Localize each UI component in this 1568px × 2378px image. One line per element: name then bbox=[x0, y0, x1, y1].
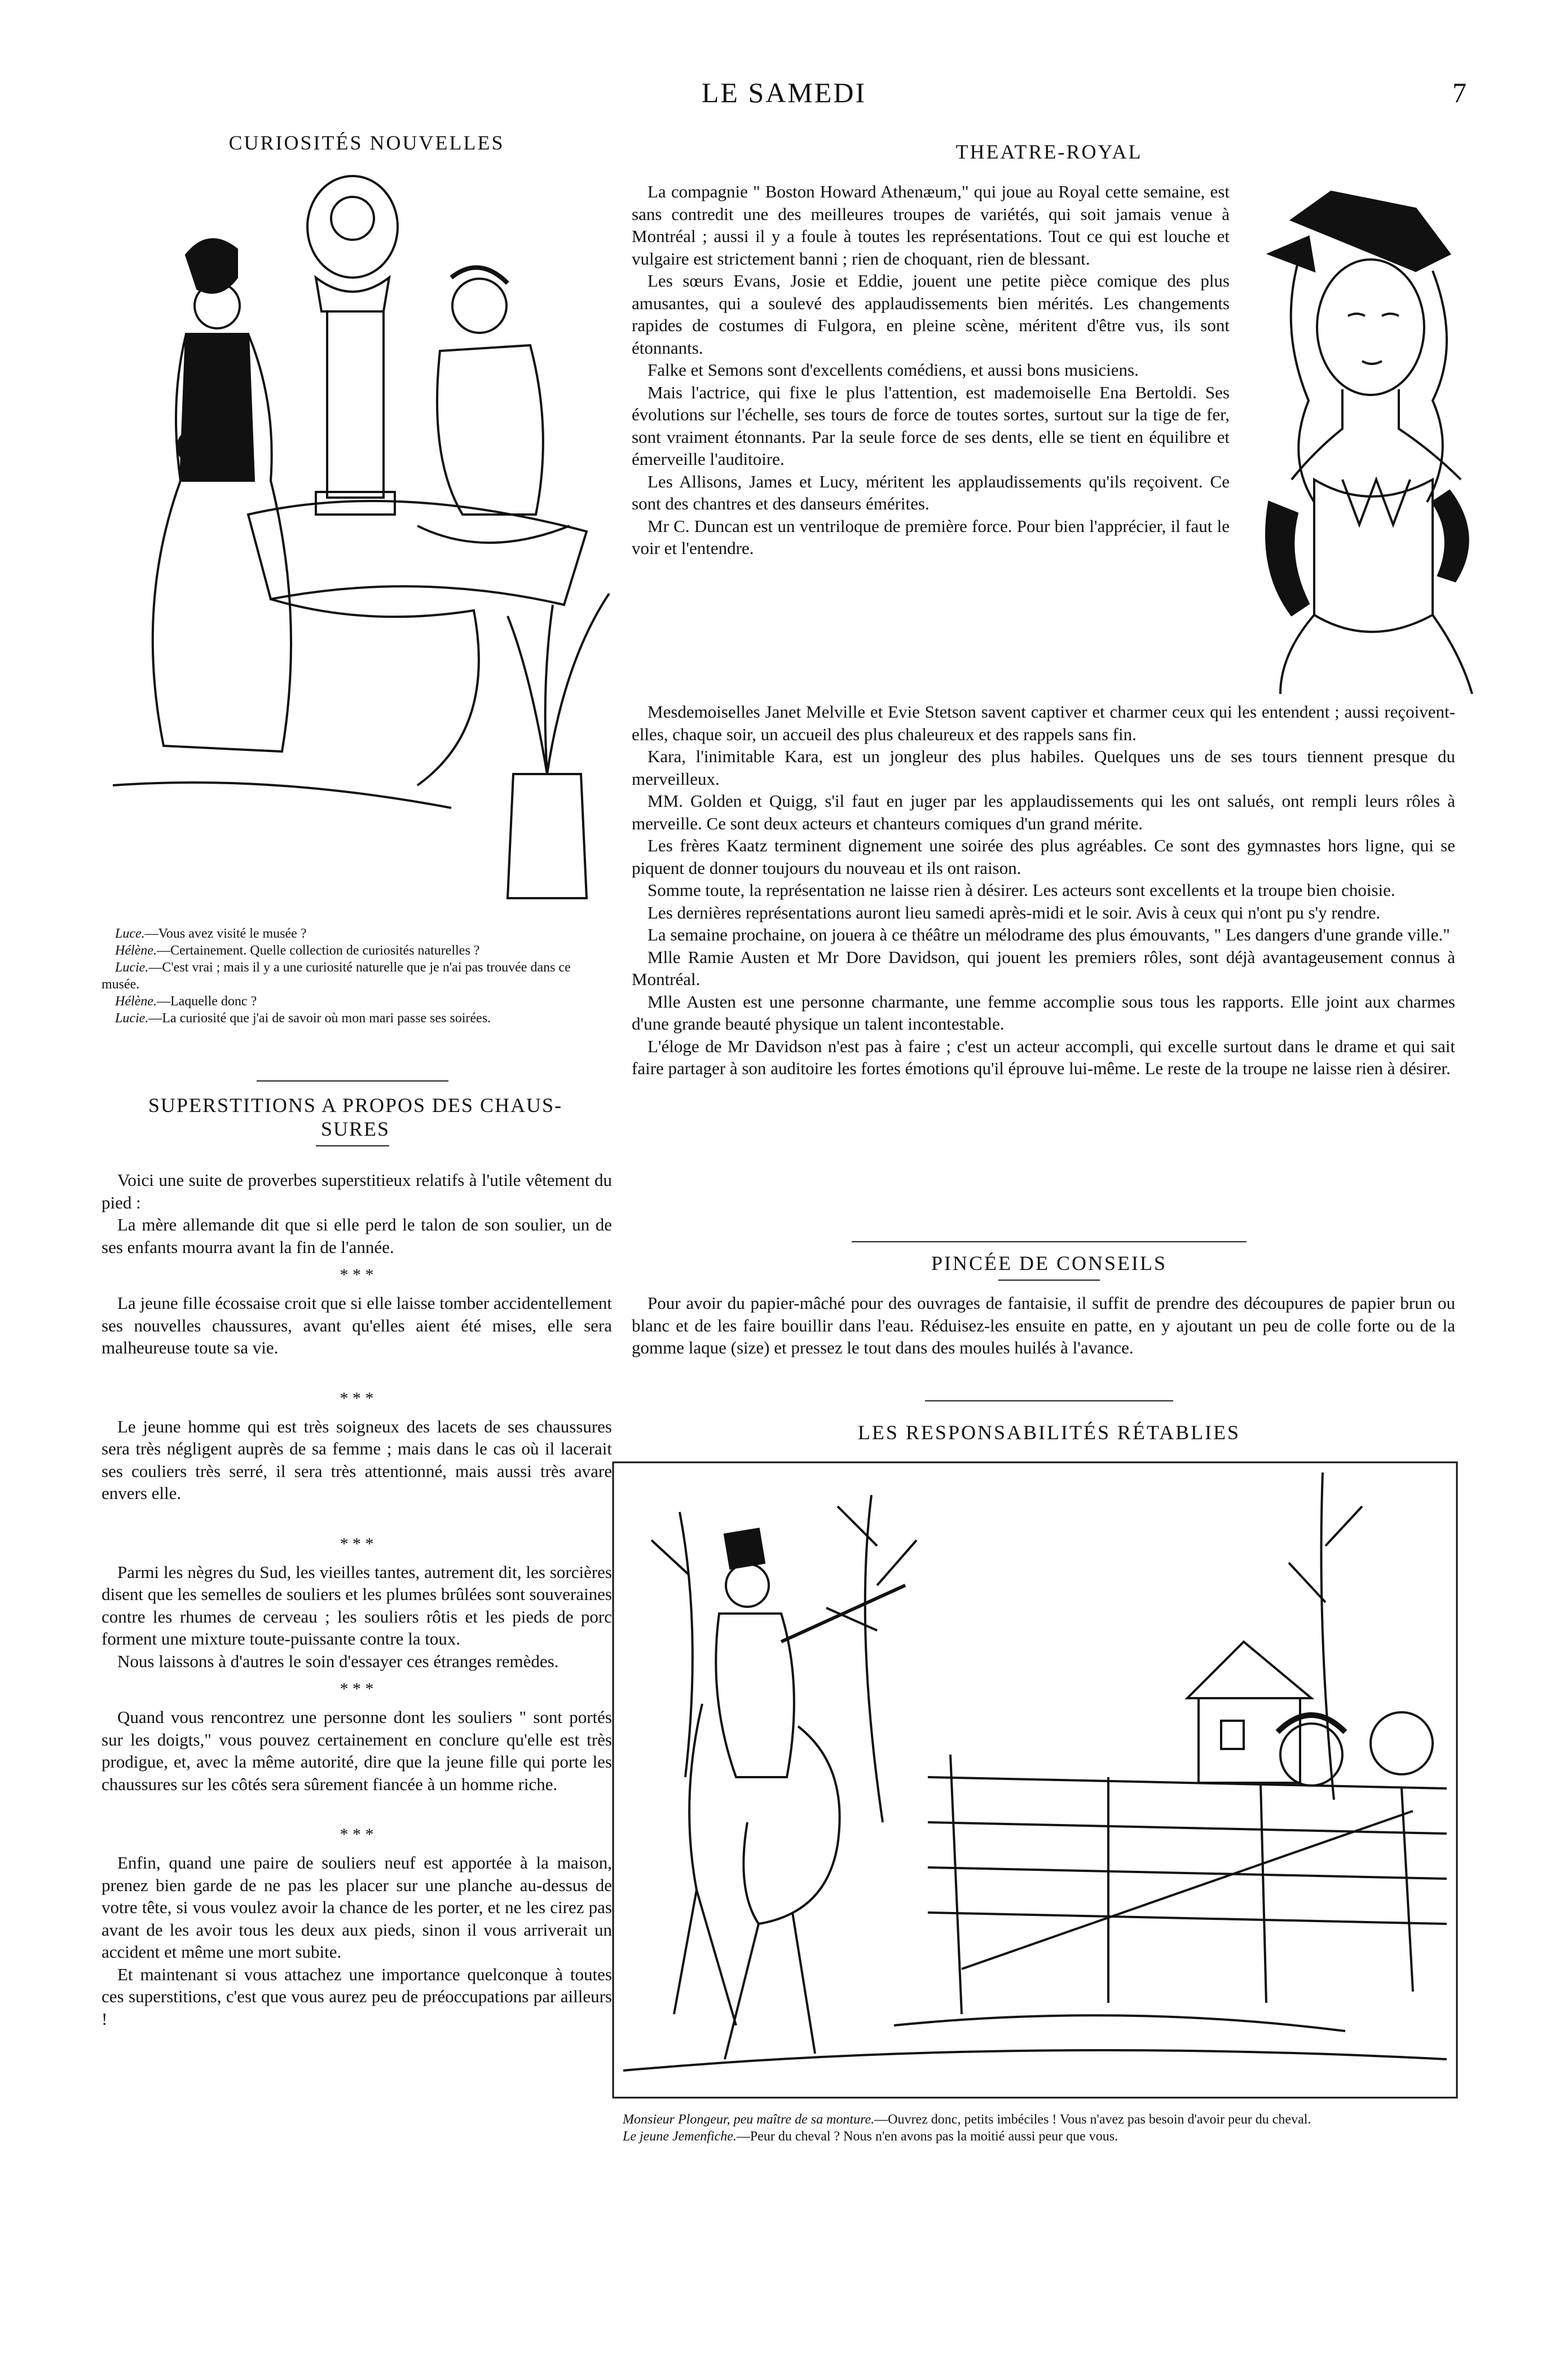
caption-line: Monsieur Plongeur, peu maître de sa monture.—Ouvrez donc, petits imbéciles ! Vous n'avez pas besoin d'avoir peur du cheval. bbox=[623, 2112, 1311, 2127]
dialogue-line: Hélène.—Certainement. Quelle collection de curiosités naturelles ? bbox=[115, 943, 480, 958]
heading-underline bbox=[998, 1280, 1100, 1281]
dialogue-line: Lucie.—C'est vrai ; mais il y a une curiosité naturelle que je n'ai pas trouvée dans ce musée. bbox=[102, 960, 571, 992]
conseils-body bbox=[632, 1292, 1455, 1359]
theatre-body-narrow bbox=[632, 181, 1230, 560]
paragraph: Somme toute, la représentation ne laisse rien à désirer. Les acteurs sont excellents et la troupe bien choisie. bbox=[648, 880, 1395, 900]
paragraph: Et maintenant si vous attachez une importance quelconque à toutes ces superstitions, c'est que vous aurez peu de préoccupations par ailleurs ! bbox=[102, 1964, 612, 2029]
asterism: * * * bbox=[340, 1265, 374, 1284]
dialogue-line: Hélène.—Laquelle donc ? bbox=[115, 994, 257, 1009]
curiosites-heading: CURIOSITÉS NOUVELLES bbox=[228, 131, 505, 154]
paragraph: MM. Golden et Quigg, s'il faut en juger par les applaudissements qui les ont salués, ont rempli leurs rôles à merveille. Ce sont deux acteurs et chanteurs comiques d'un grand mérite. bbox=[632, 791, 1455, 833]
divider bbox=[925, 1400, 1173, 1401]
superstitions-body bbox=[102, 1169, 612, 2030]
superstitions-heading: SUPERSTITIONS A PROPOS DES CHAUS- SURES bbox=[148, 1094, 563, 1140]
asterism: * * * bbox=[340, 1680, 374, 1698]
paragraph: Les dernières représentations auront lieu samedi après-midi et le soir. Avis à ceux qui n'ont pu s'y rendre. bbox=[648, 902, 1381, 922]
theatre-body-wide bbox=[632, 701, 1455, 1080]
paragraph: Nous laissons à d'autres le soin d'essayer ces étranges remèdes. bbox=[117, 1651, 559, 1671]
paragraph: Quand vous rencontrez une personne dont les souliers " sont portés sur les doigts," vous pouvez certainement en conclure qu'elle est très prodigue, et, avec la même autorité, dire que la jeune fille qui porte les chaussures sur les côtés sera sûrement fiancée à un homme riche. bbox=[102, 1707, 612, 1794]
salon-drawing bbox=[102, 165, 643, 909]
theatre-heading: THEATRE-ROYAL bbox=[955, 140, 1143, 163]
dialogue-line: Lucie.—La curiosité que j'ai de savoir où mon mari passe ses soirées. bbox=[115, 1011, 491, 1026]
paragraph: Le jeune homme qui est très soigneux des lacets de ses chaussures sera très négligent auprès de sa femme ; mais dans le cas où il lacerait ses couliers très serré, il sera très attentionné, mais aussi très avare envers elle. bbox=[102, 1416, 612, 1503]
paragraph: Pour avoir du papier-mâché pour des ouvrages de fantaisie, il suffit de prendre des découpures de papier brun ou blanc et de les faire bouillir dans l'eau. Réduisez-les ensuite en patte, en y ajoutant un peu de colle forte ou de la gomme laque (size) et pressez le tout dans des moules huilés à l'avance. bbox=[632, 1293, 1455, 1357]
curiosites-dialogue bbox=[102, 925, 609, 1027]
running-header-title: LE SAMEDI bbox=[701, 77, 867, 108]
dialogue-line: Luce.—Vous avez visité le musée ? bbox=[115, 926, 307, 941]
paragraph: La mère allemande dit que si elle perd le talon de son soulier, un de ses enfants mourra avant la fin de l'année. bbox=[102, 1215, 612, 1257]
paragraph: Mr C. Duncan est un ventriloque de première force. Pour bien l'apprécier, il faut le voir et l'entendre. bbox=[632, 516, 1230, 558]
asterism: * * * bbox=[340, 1534, 374, 1553]
paragraph: Kara, l'inimitable Kara, est un jongleur des plus habiles. Quelques uns de ses tours tiennent presque du merveilleux. bbox=[632, 746, 1455, 789]
asterism: * * * bbox=[340, 1388, 374, 1408]
horse-gate-illustration bbox=[612, 1461, 1458, 2099]
asterism: * * * bbox=[340, 1825, 374, 1844]
paragraph: Les frères Kaatz terminent dignement une soirée des plus agréables. Ce sont des gymnastes hors ligne, qui se piquent de donner toujours du nouveau et ils ont raison. bbox=[632, 836, 1455, 878]
caption-line: Le jeune Jemenfiche.—Peur du cheval ? Nous n'en avons pas la moitié aussi peur que vous. bbox=[623, 2129, 1118, 2144]
page-number: 7 bbox=[1452, 77, 1466, 108]
conseils-heading: PINCÉE DE CONSEILS bbox=[931, 1252, 1167, 1274]
responsabilites-heading: LES RESPONSABILITÉS RÉTABLIES bbox=[857, 1421, 1241, 1444]
horse-gate-drawing bbox=[612, 1461, 1458, 2099]
paragraph: Falke et Semons sont d'excellents comédiens, et aussi bons musiciens. bbox=[648, 360, 1139, 380]
paragraph: Enfin, quand une paire de souliers neuf est apportée à la maison, prenez bien garde de ne pas les placer sur une planche au-dessus de votre tête, si vous voulez avoir la chance de les porter, et ne les cirez pas avant de les avoir tous les deux aux pieds, sinon il vous arriverait un accident et même une mort subite. bbox=[102, 1853, 612, 1962]
paragraph: Mesdemoiselles Janet Melville et Evie Stetson savent captiver et charmer ceux qui les entendent ; aussi reçoivent-elles, chaque soir, un accueil des plus chaleureux et des rappels sans fin. bbox=[632, 702, 1455, 744]
paragraph: L'éloge de Mr Davidson n'est pas à faire ; c'est un acteur accompli, qui excelle surtout dans le drame et qui sait faire partager à son auditoire les fortes émotions qu'il éprouve lui-même. Le reste de la troupe ne laisse rien à désirer. bbox=[632, 1036, 1455, 1078]
paragraph: Mlle Ramie Austen et Mr Dore Davidson, qui jouent les premiers rôles, sont déjà avantageusement connus à Montréal. bbox=[632, 947, 1455, 989]
paragraph: La compagnie " Boston Howard Athenæum," qui joue au Royal cette semaine, est sans contredit une des meilleures troupes de variétés, qui soit jamais venue à Montréal ; aussi il y a foule à toutes les représentations. Tout ce qui est louche et vulgaire est strictement banni ; rien de choquant, rien de blessant. bbox=[632, 182, 1230, 269]
paragraph: Les sœurs Evans, Josie et Eddie, jouent une petite pièce comique des plus amusantes, qui a soulevé des applaudissements bien mérités. Les changements rapides de costumes di Fulgora, en pleine scène, méritent d'être vus, ils sont étonnants. bbox=[632, 271, 1230, 358]
paragraph: La jeune fille écossaise croit que si elle laisse tomber accidentellement ses nouvelles chaussures, avant qu'elles aient été mises, elle sera malheureuse toute sa vie. bbox=[102, 1293, 612, 1357]
divider bbox=[257, 1080, 448, 1082]
divider bbox=[852, 1241, 1247, 1242]
salon-illustration bbox=[102, 165, 643, 909]
actress-drawing bbox=[1247, 186, 1483, 694]
paragraph: Parmi les nègres du Sud, les vieilles tantes, autrement dit, les sorcières disent que les semelles de souliers et les plumes brûlées sont souveraines contre les rhumes de cerveau ; les souliers rôtis et les pieds de porc forment une mixture toute-puissante contre la toux. bbox=[102, 1562, 612, 1649]
actress-illustration bbox=[1247, 186, 1483, 694]
paragraph: Mais l'actrice, qui fixe le plus l'attention, est mademoiselle Ena Bertoldi. Ses évolutions sur l'échelle, ses tours de force de toutes sortes, surtout sur la tige de fer, sont vraiment étonnants. Par la seule force de ses dents, elle se tient en équilibre et émerveille l'auditoire. bbox=[632, 382, 1230, 469]
paragraph: Mlle Austen est une personne charmante, une femme accomplie sous tous les rapports. Elle joint aux charmes d'une grande beauté physique un talent incontestable. bbox=[632, 991, 1455, 1034]
responsabilites-caption bbox=[609, 2111, 1455, 2145]
heading-underline bbox=[316, 1145, 389, 1146]
paragraph: Voici une suite de proverbes superstitieux relatifs à l'utile vêtement du pied : bbox=[102, 1170, 612, 1212]
paragraph: Les Allisons, James et Lucy, méritent les applaudissements qu'ils reçoivent. Ce sont des chantres et des danseurs émérites. bbox=[632, 471, 1230, 513]
paragraph: La semaine prochaine, on jouera à ce théâtre un mélodrame des plus émouvants, " Les dangers d'une grande ville." bbox=[648, 925, 1450, 944]
